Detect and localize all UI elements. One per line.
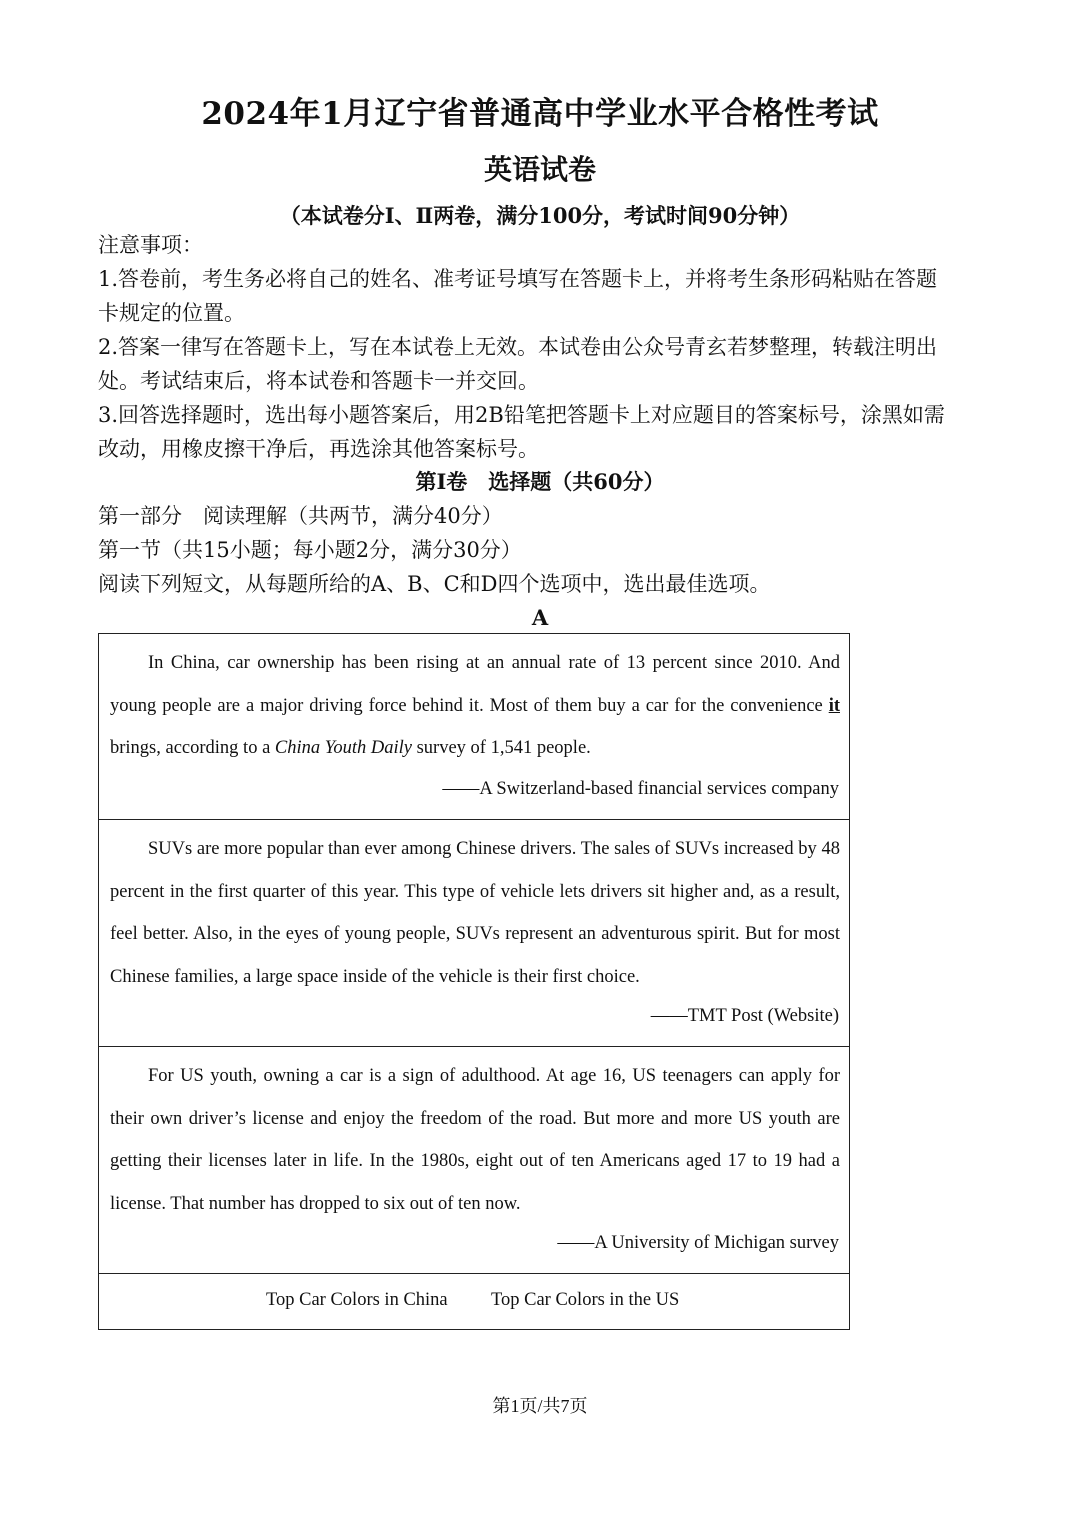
exam-info: （本试卷分Ⅰ、Ⅱ两卷，满分100分，考试时间90分钟）: [279, 203, 801, 228]
notice-line: 1.答卷前，考生务必将自己的姓名、准考证号填写在答题卡上，并将考生条形码粘贴在答题: [98, 267, 938, 291]
notice-line: 处。考试结束后，将本试卷和答题卡一并交回。: [98, 369, 539, 393]
passage-section-1: [99, 634, 849, 820]
underlined-word: it: [828, 695, 840, 716]
notice-line: 2.答案一律写在答题卡上，写在本试卷上无效。本试卷由公众号青玄若梦整理，转载注明出: [98, 335, 938, 359]
passage-section-2: [99, 820, 849, 1047]
instruction: 阅读下列短文，从每题所给的A、B、C和D四个选项中，选出最佳选项。: [98, 572, 771, 596]
notice-heading: 注意事项：: [98, 233, 203, 257]
publication-name: China Youth Daily: [274, 738, 412, 758]
passage-text: SUVs are more popular than ever among Chinese drivers. The sales of SUVs increased by 48 percent in the first quarter of this year. This type of vehicle lets drivers sit higher and, as a result, feel better. Also, in the eyes of young people, SUVs represent an adventurous spirit. But for most Chinese families, a large space inside of the vehicle is their first choice.: [110, 839, 840, 987]
chart-captions-row: [99, 1274, 849, 1331]
notice-line: 卡规定的位置。: [98, 301, 245, 325]
passage-text-part: brings, according to a: [110, 738, 275, 758]
passage-text: For US youth, owning a car is a sign of adulthood. At age 16, US teenagers can apply for their own driver’s license and enjoy the freedom of the road. But more and more US youth are getting their licenses later in life. In the 1980s, eight out of ten Americans aged 17 to 19 had a license. That number has dropped to six out of ten now.: [110, 1066, 840, 1214]
passage-section-3: [99, 1047, 849, 1274]
passage-text-part: survey of 1,541 people.: [411, 738, 591, 758]
exam-subtitle: 英语试卷: [483, 153, 596, 186]
notice-line: 改动，用橡皮擦干净后，再选涂其他答案标号。: [98, 437, 539, 461]
section-heading: 第一部分 阅读理解（共两节，满分40分）: [98, 504, 503, 528]
china-chart-caption: Top Car Colors in China: [266, 1290, 448, 1310]
passage-label: A: [531, 605, 549, 630]
passage-text: [110, 642, 840, 770]
passage-source: ——TMT Post (Website): [650, 1006, 839, 1026]
exam-title: 2024年1月辽宁省普通高中学业水平合格性考试: [201, 96, 879, 132]
page-footer: 第1页/共7页: [492, 1396, 588, 1416]
passage-box: [98, 633, 850, 1330]
passage-text-part: In China, car ownership has been rising at an annual rate of 13 percent since 2010. And young people are a major driving force behind it. Most of them buy a car for the convenience: [110, 653, 840, 716]
passage-source: ——A Switzerland-based financial services company: [442, 779, 839, 799]
us-chart-caption: Top Car Colors in the US: [491, 1290, 680, 1310]
part-heading: 第Ⅰ卷 选择题（共60分）: [415, 469, 665, 494]
subsection-heading: 第一节（共15小题；每小题2分，满分30分）: [98, 538, 522, 562]
passage-source: ——A University of Michigan survey: [557, 1233, 839, 1253]
notice-line: 3.回答选择题时，选出每小题答案后，用2B铅笔把答题卡上对应题目的答案标号，涂黑如需: [98, 403, 945, 427]
